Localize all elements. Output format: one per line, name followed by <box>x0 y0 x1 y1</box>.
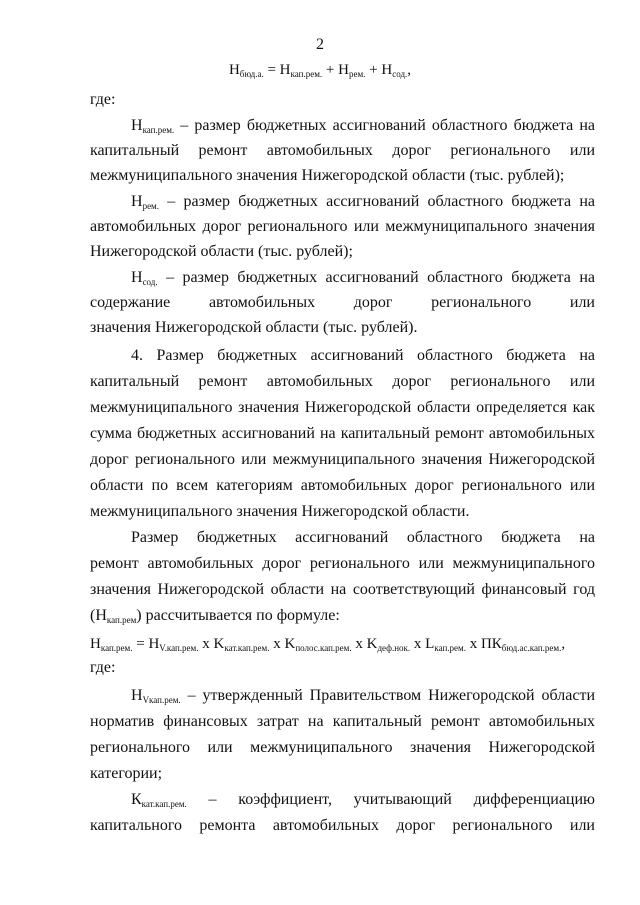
def-norm-line-1: $Н_{Vкап.рем.}$ – утвержденный Правительством Нижегородской области <box>131 687 595 705</box>
def-sod-line-3: значения Нижегородской области (тыс. рублей). <box>90 319 418 336</box>
para5-line-4: $(Н_{кап.рем})$ рассчитывается по формуле: <box>90 607 340 625</box>
where-label: где: <box>90 91 116 108</box>
def-kap-line-1: $Н_{кап.рем.}$ – размер бюджетных ассигнований областного бюджета на <box>131 117 595 135</box>
para4-line-6: области по всем категориям автомобильных дорог регионального или <box>90 477 595 494</box>
para4-line-7: межмуниципального значения Нижегородской области. <box>90 503 470 520</box>
para4-line-4: сумма бюджетных ассигнований на капитальный ремонт автомобильных <box>90 425 595 442</box>
para4-line-5: дорог регионального или межмуниципального значения Нижегородской <box>90 451 595 468</box>
def-kap-line-3: межмуниципального значения Нижегородской области (тыс. рублей); <box>90 167 565 184</box>
para5-line-3: значения Нижегородской области на соответствующий финансовый год <box>90 581 595 598</box>
formula-budget-total: $Н_{бюд.а.} = Н_{кап.рем.} + Н_{рем.} + Н_{сод.}$, <box>228 62 412 79</box>
def-sod-line-2: содержание автомобильных дорог регионального или <box>90 294 595 311</box>
para5-line-1: Размер бюджетных ассигнований областного бюджета на <box>131 529 595 546</box>
para4-line-3: межмуниципального значения Нижегородской области определяется как <box>90 399 595 416</box>
def-norm-line-2: норматив финансовых затрат на капитальный ремонт автомобильных <box>90 713 595 730</box>
def-kat-line-1: $К_{кат.кап.рем.}$ – коэффициент, учитывающий дифференциацию <box>131 791 595 809</box>
para4-line-2: капитальный ремонт автомобильных дорог регионального или <box>90 373 595 390</box>
def-rem-line-2: автомобильных дорог регионального или межмуниципального значения <box>90 218 595 235</box>
def-norm-line-4: категории; <box>90 765 163 782</box>
para4-line-1: 4. Размер бюджетных ассигнований областного бюджета на <box>131 347 595 364</box>
def-kap-line-2: капитальный ремонт автомобильных дорог регионального или <box>90 142 595 159</box>
page-number: 2 <box>316 36 324 53</box>
def-norm-line-3: регионального или межмуниципального значения Нижегородской <box>90 739 595 756</box>
def-kat-line-2: капитального ремонта автомобильных дорог регионального или <box>90 817 595 834</box>
formula-kap-rem: $Н_{кап.рем.} = Н_{V.кап.рем.}$ х $K_{кат.кап.рем.}$ х $K_{полос.кап.рем.}$ х $K_{деф.нок.}$ х $L_{кап.рем.}$ х $ПК_{бюд.ас.кап.рем.}$, <box>90 636 566 653</box>
def-rem-line-3: Нижегородской области (тыс. рублей); <box>90 243 353 260</box>
def-rem-line-1: $Н_{рем.}$ – размер бюджетных ассигнований областного бюджета на <box>131 193 595 211</box>
para5-line-2: ремонт автомобильных дорог регионального или межмуниципального <box>90 555 595 572</box>
def-sod-line-1: $Н_{сод.}$ – размер бюджетных ассигнований областного бюджета на <box>131 269 595 287</box>
where-label-2: где: <box>90 659 116 676</box>
